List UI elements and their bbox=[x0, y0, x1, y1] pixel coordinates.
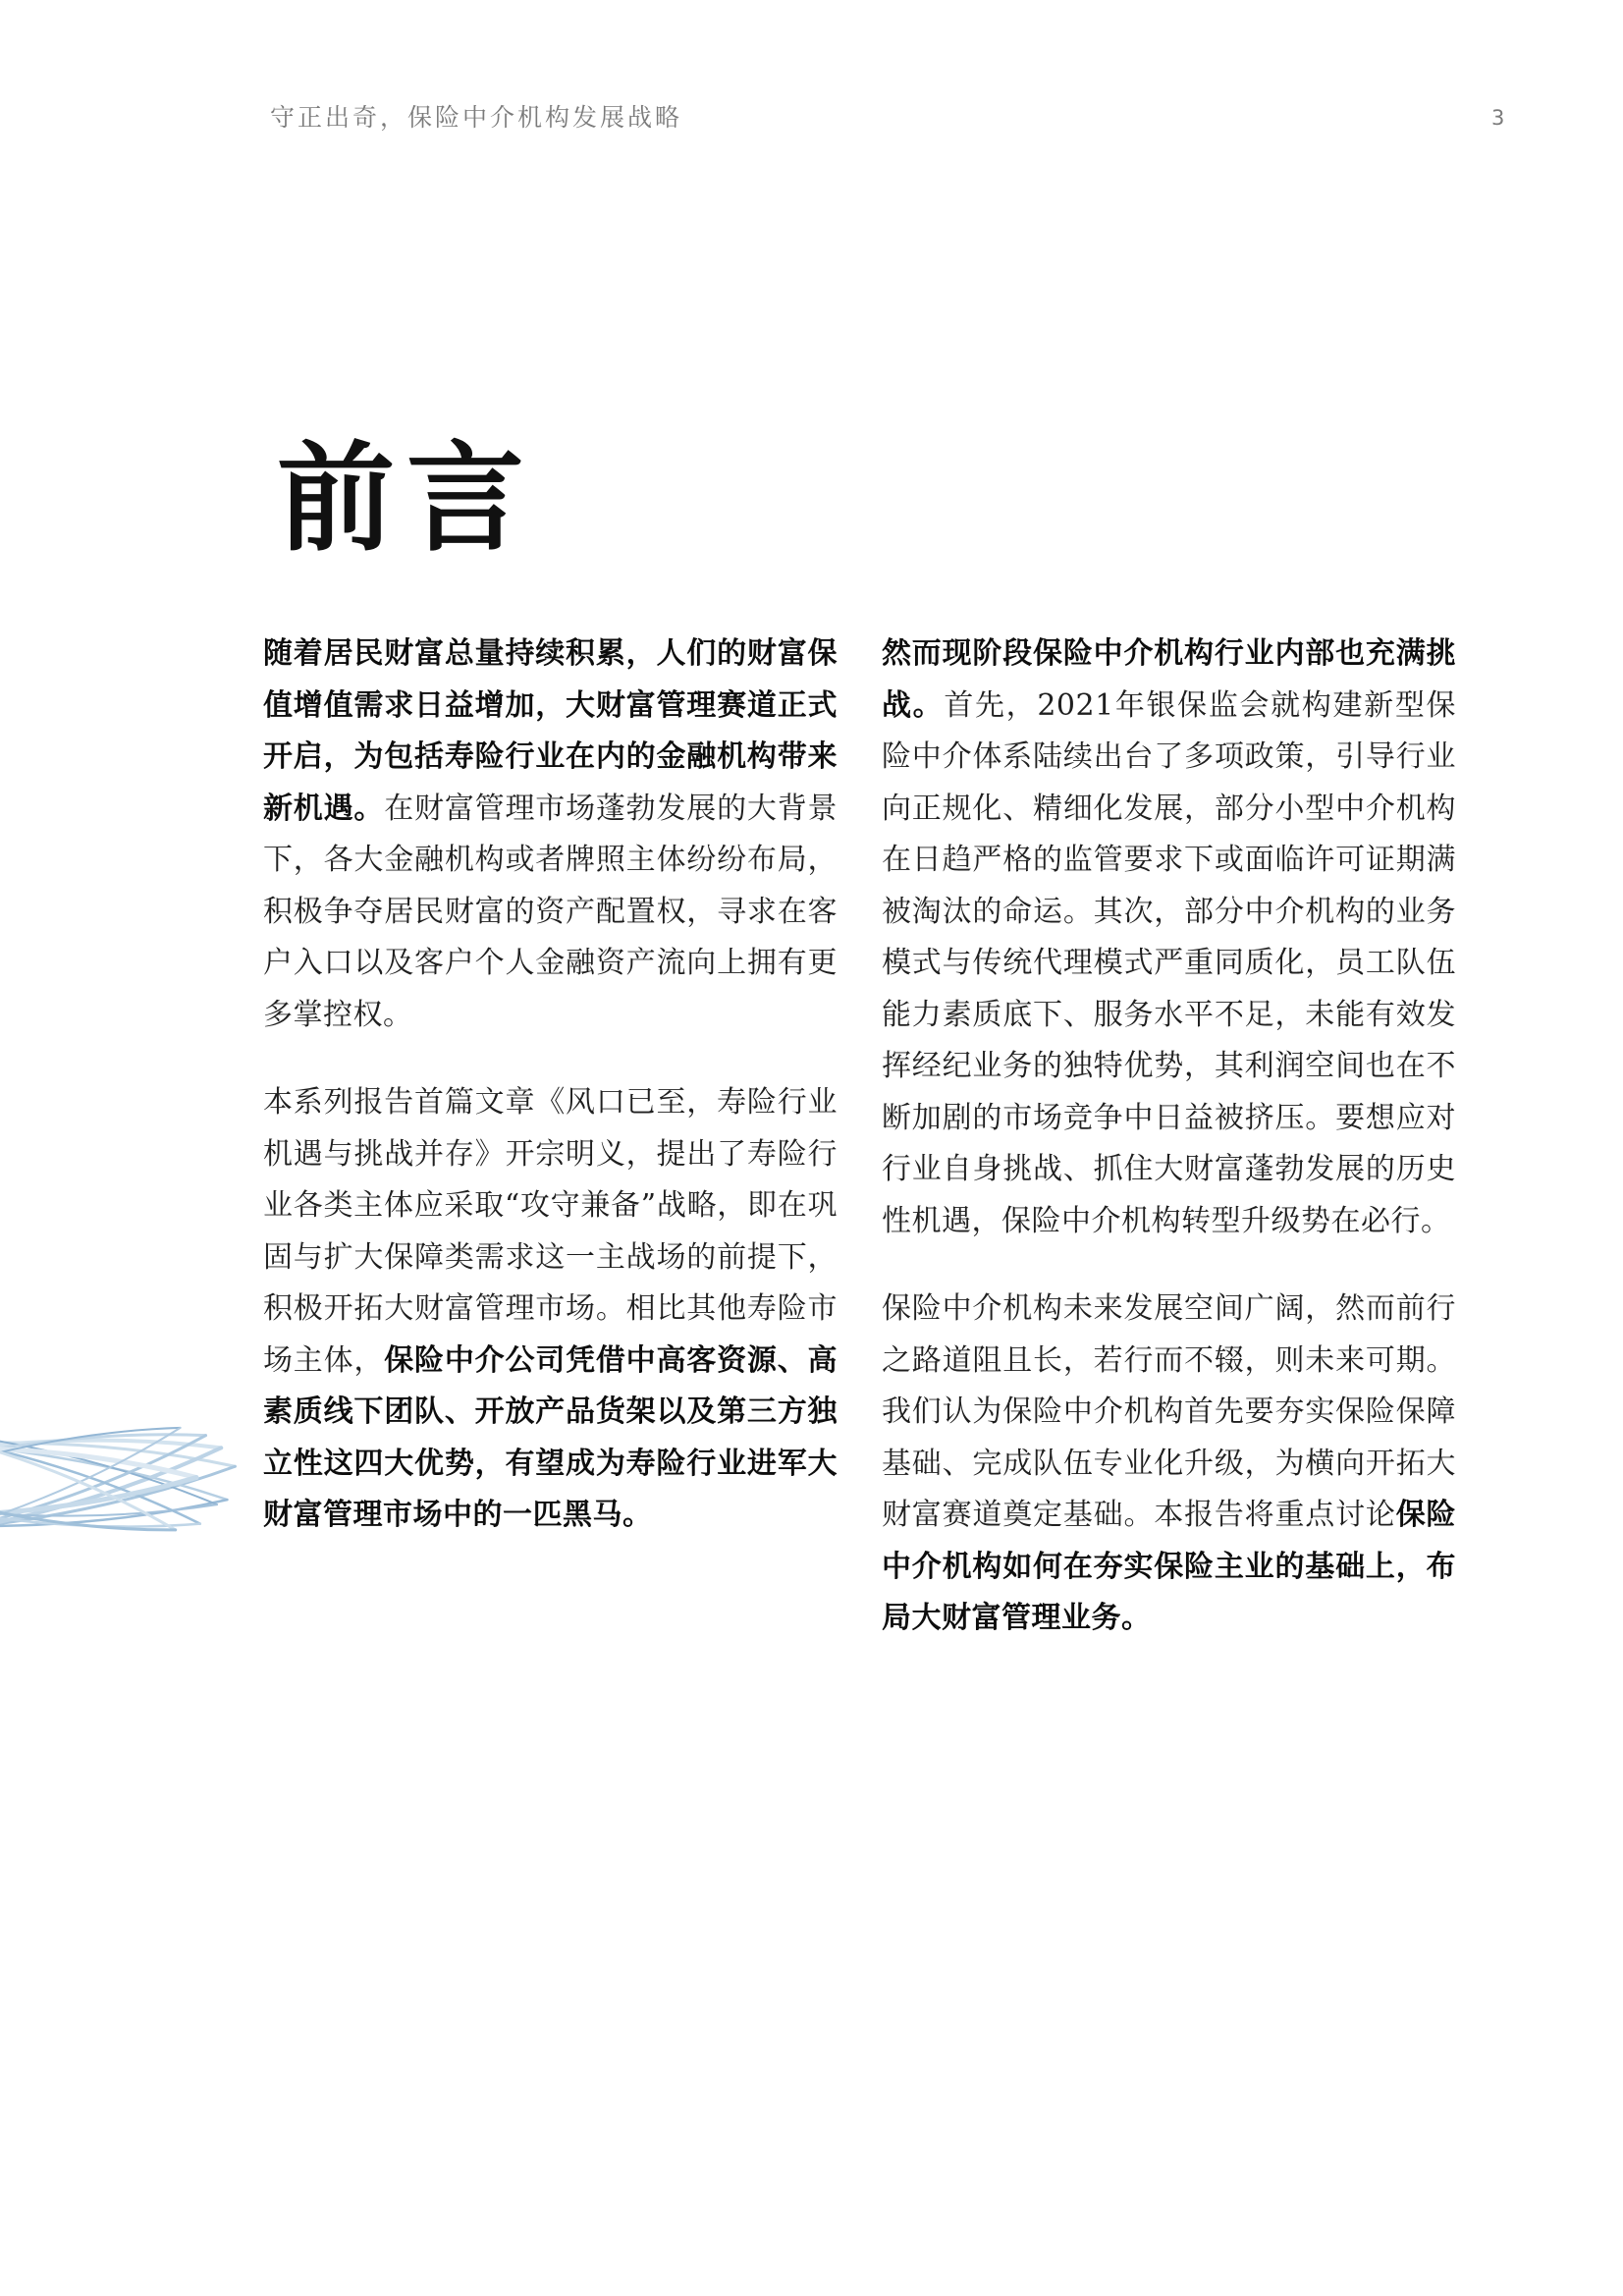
page-number: 3 bbox=[1491, 106, 1505, 130]
right-p2-emphasis: 保险中介机构如何在夯实保险主业的基础上，布局大财富管理业务。 bbox=[882, 1498, 1457, 1635]
running-header: 守正出奇，保险中介机构发展战略 bbox=[270, 103, 683, 132]
left-p1-emphasis: 随着居民财富总量持续积累，人们的财富保值增值需求日益增加，大财富管理赛道正式开启，为包括寿险行业在内的金融机构带来新机遇。 bbox=[263, 636, 838, 826]
left-paragraph-2 bbox=[263, 1077, 838, 1542]
left-column bbox=[263, 629, 838, 1578]
right-p1-emphasis: 然而现阶段保险中介机构行业内部也充满挑战。 bbox=[882, 636, 1456, 723]
left-p2-emphasis: 保险中介公司凭借中高客资源、高素质线下团队、开放产品货架以及第三方独立性这四大优势，有望成为寿险行业进军大财富管理市场中的一匹黑马。 bbox=[263, 1342, 839, 1532]
right-p1-text: 首先，2021年银保监会就构建新型保险中介体系陆续出台了多项政策，引导行业向正规化、精细化发展，部分小型中介机构在日趋严格的监管要求下或面临许可证期满被淘汰的命运。其次，部分中介机构的业务模式与传统代理模式严重同质化，员工队伍能力素质底下、服务水平不足，未能有效发挥经纪业务的独特优势，其利润空间也在不断加剧的市场竞争中日益被挤压。要想应对行业自身挑战、抓住大财富蓬勃发展的历史性机遇，保险中介机构转型升级势在必行。 bbox=[882, 687, 1457, 1238]
right-paragraph-1 bbox=[882, 629, 1456, 1247]
right-p2-text: 保险中介机构未来发展空间广阔，然而前行之路道阻且长，若行而不辍，则未来可期。我们认为保险中介机构首先要夯实保险保障基础、完成队伍专业化升级，为横向开拓大财富赛道奠定基础。本报告将重点讨论 bbox=[882, 1291, 1456, 1532]
blue-swirl-graphic bbox=[0, 1139, 255, 1827]
left-paragraph-1 bbox=[263, 629, 838, 1041]
page-title: 前言 bbox=[277, 429, 536, 568]
left-p2-text: 本系列报告首篇文章《风口已至，寿险行业机遇与挑战并存》开宗明义，提出了寿险行业各类主体应采取“攻守兼备”战略，即在巩固与扩大保障类需求这一主战场的前提下，积极开拓大财富管理市场。相比其他寿险市场主体， bbox=[263, 1085, 838, 1378]
left-p1-text: 在财富管理市场蓬勃发展的大背景下，各大金融机构或者牌照主体纷纷布局，积极争夺居民财富的资产配置权，寻求在客户入口以及客户个人金融资产流向上拥有更多掌控权。 bbox=[263, 791, 839, 1032]
right-column bbox=[882, 629, 1456, 1681]
right-paragraph-2 bbox=[882, 1284, 1456, 1645]
